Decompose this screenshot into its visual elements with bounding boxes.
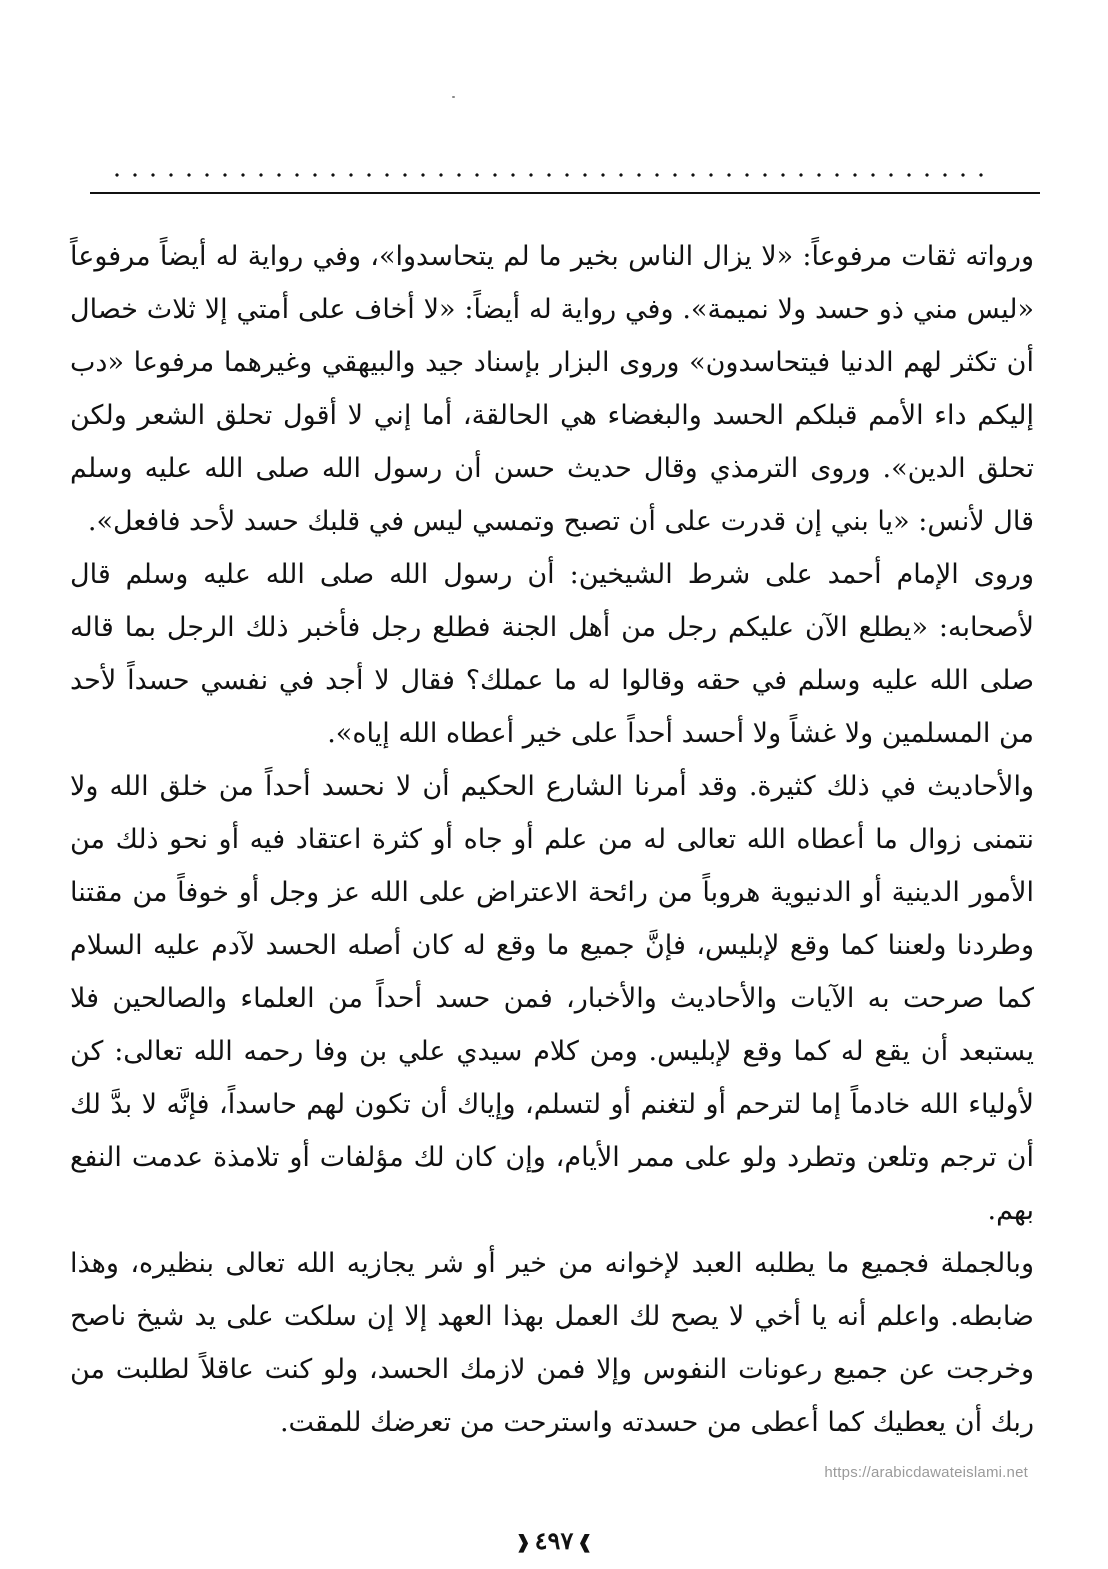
- paragraph-3: والأحاديث في ذلك كثيرة. وقد أمرنا الشارع الحكيم أن لا نحسد أحداً من خلق الله ولا نتمنى زوال ما أعطاه الله تعالى له من علم أو جاه أو كثرة اعتقاد فيه أو نحو ذلك من الأمور الدينية أو الدنيوية هروباً من رائحة الاعتراض على الله عز وجل أو خوفاً من مقتنا وطردنا ولعننا كما وقع لإبليس، فإنَّ جميع ما وقع له كان أصله الحسد لآدم عليه السلام كما صرحت به الآيات والأحاديث والأخبار، فمن حسد أحداً من العلماء والصالحين فلا يستبعد أن يقع له كما وقع لإبليس. ومن كلام سيدي علي بن وفا رحمه الله تعالى: كن لأولياء الله خادماً إما لترحم أو لتغنم أو لتسلم، وإياك أن تكون لهم حاسداً، فإنَّه لا بدَّ لك أن ترجم وتلعن وتطرد ولو على ممر الأيام، وإن كان لك مؤلفات أو تلامذة عدمت النفع بهم.: [70, 771, 1034, 1226]
- header-dotted-line: [108, 168, 988, 182]
- paragraph-1: ورواته ثقات مرفوعاً: «لا يزال الناس بخير ما لم يتحاسدوا»، وفي رواية له أيضاً مرفوعاً «ليس مني ذو حسد ولا نميمة». وفي رواية له أيضاً: «لا أخاف على أمتي إلا ثلاث خصال أن تكثر لهم الدنيا فيتحاسدون» وروى البزار بإسناد جيد والبيهقي وغيرهما مرفوعا «دب إليكم داء الأمم قبلكم الحسد والبغضاء هي الحالقة، أما إني لا أقول تحلق الشعر ولكن تحلق الدين». وروى الترمذي وقال حديث حسن أن رسول الله صلى الله عليه وسلم قال لأنس: «يا بني إن قدرت على أن تصبح وتمسي ليس في قلبك حسد لأحد فافعل».: [70, 241, 1034, 537]
- header-rule: [90, 192, 1040, 194]
- page-number: ٤٩٧: [534, 1526, 574, 1555]
- ornament-left-icon: ❰: [515, 1532, 531, 1553]
- paragraph-4: وبالجملة فجميع ما يطلبه العبد لإخوانه من خير أو شر يجازيه الله تعالى بنظيره، وهذا ضابطه. واعلم أنه يا أخي لا يصح لك العمل بهذا العهد إلا إن سلكت على يد شيخ ناصح وخرجت عن جميع رعونات النفوس وإلا فمن لازمك الحسد، ولو كنت عاقلاً لطلبت من ربك أن يعطيك كما أعطى من حسدته واسترحت من تعرضك للمقت.: [70, 1248, 1034, 1438]
- body-text: [70, 230, 1034, 1449]
- page-number-footer: [0, 1526, 1108, 1555]
- watermark-url: https://arabicdawateislami.net: [824, 1464, 1028, 1481]
- paragraph-2: وروى الإمام أحمد على شرط الشيخين: أن رسول الله صلى الله عليه وسلم قال لأصحابه: «يطلع الآن عليكم رجل من أهل الجنة فطلع رجل فأخبر ذلك الرجل بما قاله صلى الله عليه وسلم في حقه وقالوا له ما عملك؟ فقال لا أجد في نفسي حسداً لأحد من المسلمين ولا غشاً ولا أحسد أحداً على خير أعطاه الله إياه».: [70, 559, 1034, 749]
- scan-speck: [452, 96, 455, 98]
- ornament-right-icon: ❱: [577, 1532, 593, 1553]
